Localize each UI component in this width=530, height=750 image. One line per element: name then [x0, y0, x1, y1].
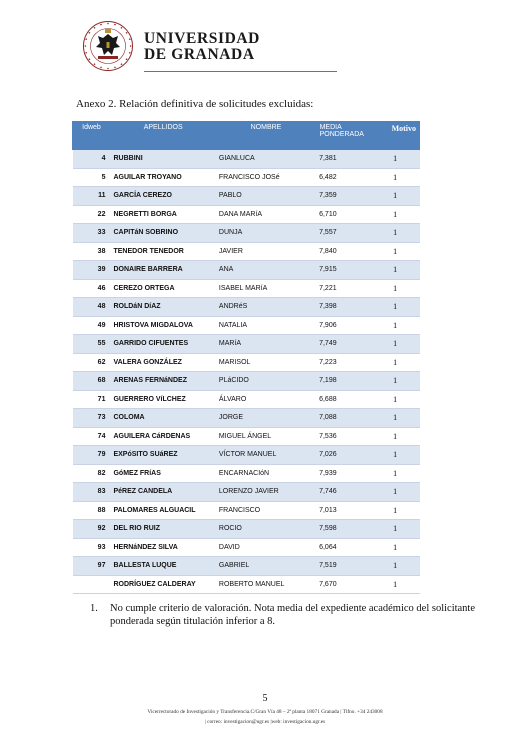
cell-media-ponderada: 7,598 [316, 520, 388, 539]
table-row [73, 427, 420, 446]
cell-idweb: 73 [73, 409, 111, 428]
cell-apellidos: CEREZO ORTEGA [110, 279, 215, 298]
cell-apellidos: BALLESTA LUQUE [110, 557, 215, 576]
cell-idweb: 83 [73, 483, 111, 502]
cell-apellidos: AGUILERA CáRDENAS [110, 427, 215, 446]
footer-line1: Vicerrectorado de Investigación y Transferencia.C/Gran Vía 48 – 2ª planta 18071 Granada | Tlfno. +34 243008 [147, 709, 383, 715]
cell-idweb: 39 [73, 261, 111, 280]
logo-underline [144, 71, 337, 72]
cell-nombre: ROBERTO MANUEL [216, 575, 316, 594]
cell-apellidos: CAPITáN SOBRINO [110, 224, 215, 243]
cell-apellidos: PéREZ CANDELA [110, 483, 215, 502]
cell-apellidos: AGUILAR TROYANO [110, 168, 215, 187]
cell-motivo: 1 [388, 427, 419, 446]
table-row [73, 168, 420, 187]
table-row [73, 390, 420, 409]
cell-nombre: LORENZO JAVIER [216, 483, 316, 502]
cell-nombre: ANDRéS [216, 298, 316, 317]
cell-nombre: ROCIO [216, 520, 316, 539]
cell-motivo: 1 [388, 372, 419, 391]
cell-motivo: 1 [388, 483, 419, 502]
table-row [73, 557, 420, 576]
cell-media-ponderada: 6,482 [316, 168, 388, 187]
cell-apellidos: DONAIRE BARRERA [110, 261, 215, 280]
cell-apellidos: TENEDOR TENEDOR [110, 242, 215, 261]
cell-nombre: JORGE [216, 409, 316, 428]
cell-apellidos: RUBBINI [110, 150, 215, 169]
cell-motivo: 1 [388, 224, 419, 243]
table-row [73, 187, 420, 206]
cell-apellidos: COLOMA [110, 409, 215, 428]
cell-media-ponderada: 7,906 [316, 316, 388, 335]
cell-motivo: 1 [388, 187, 419, 206]
cell-motivo: 1 [388, 205, 419, 224]
cell-nombre: ANA [216, 261, 316, 280]
cell-motivo: 1 [388, 150, 419, 169]
cell-motivo: 1 [388, 316, 419, 335]
cell-apellidos: EXPóSITO SUáREZ [110, 446, 215, 465]
cell-apellidos: DEL RIO RUIZ [110, 520, 215, 539]
cell-nombre: GIANLUCA [216, 150, 316, 169]
excluded-applications-table [72, 121, 420, 594]
cell-media-ponderada: 6,710 [316, 205, 388, 224]
cell-idweb: 46 [73, 279, 111, 298]
footer-line2: | correo: investigacion@ugr.es |web: investigacion.ugr.es [204, 719, 326, 725]
annex-heading: Anexo 2. Relación definitiva de solicitudes excluidas: [76, 98, 314, 110]
cell-media-ponderada: 7,398 [316, 298, 388, 317]
cell-media-ponderada: 6,688 [316, 390, 388, 409]
cell-idweb: 62 [73, 353, 111, 372]
page-footer [0, 707, 530, 727]
cell-idweb: 11 [73, 187, 111, 206]
cell-idweb: 82 [73, 464, 111, 483]
table-row [73, 372, 420, 391]
cell-media-ponderada: 7,221 [316, 279, 388, 298]
cell-motivo: 1 [388, 242, 419, 261]
cell-idweb: 4 [73, 150, 111, 169]
cell-media-ponderada: 7,670 [316, 575, 388, 594]
table-row [73, 353, 420, 372]
cell-motivo: 1 [388, 446, 419, 465]
footnote-text: No cumple criterio de valoración. Nota media del expediente académico del solicitante ponderada según titulación inferior a 8. [110, 603, 476, 627]
table-row [73, 150, 420, 169]
university-name [144, 31, 260, 63]
cell-apellidos: NEGRETTI BORGA [110, 205, 215, 224]
cell-apellidos: GóMEZ FRíAS [110, 464, 215, 483]
university-seal-icon [82, 20, 134, 72]
table-row [73, 409, 420, 428]
cell-nombre: FRANCISCO JOSé [216, 168, 316, 187]
table-row [73, 538, 420, 557]
cell-nombre: DANA MARíA [216, 205, 316, 224]
cell-idweb: 55 [73, 335, 111, 354]
cell-idweb: 71 [73, 390, 111, 409]
cell-media-ponderada: 7,840 [316, 242, 388, 261]
cell-idweb: 38 [73, 242, 111, 261]
cell-apellidos: GUERRERO VíLCHEZ [110, 390, 215, 409]
header-motivo: Motivo [388, 122, 419, 150]
cell-media-ponderada: 7,088 [316, 409, 388, 428]
cell-nombre: MARíA [216, 335, 316, 354]
table-row [73, 261, 420, 280]
university-logo [82, 20, 260, 76]
cell-motivo: 1 [388, 279, 419, 298]
header-apellidos: APELLIDOS [110, 122, 215, 150]
table-row [73, 520, 420, 539]
cell-media-ponderada: 7,198 [316, 372, 388, 391]
cell-media-ponderada: 7,381 [316, 150, 388, 169]
cell-nombre: VÍCTOR MANUEL [216, 446, 316, 465]
university-name-line2: DE GRANADA [144, 46, 255, 63]
cell-apellidos: ROLDáN DíAZ [110, 298, 215, 317]
header-nombre: NOMBRE [216, 122, 316, 150]
cell-media-ponderada: 7,026 [316, 446, 388, 465]
cell-apellidos: PALOMARES ALGUACIL [110, 501, 215, 520]
footnote-number: 1. [90, 603, 98, 614]
cell-apellidos: VALERA GONZÁLEZ [110, 353, 215, 372]
cell-idweb: 74 [73, 427, 111, 446]
cell-media-ponderada: 7,013 [316, 501, 388, 520]
cell-motivo: 1 [388, 335, 419, 354]
cell-motivo: 1 [388, 409, 419, 428]
cell-nombre: ÁLVARO [216, 390, 316, 409]
table-row [73, 483, 420, 502]
table-body [73, 150, 420, 594]
cell-idweb: 48 [73, 298, 111, 317]
cell-nombre: MARISOL [216, 353, 316, 372]
cell-idweb: 5 [73, 168, 111, 187]
cell-nombre: MIGUEL ÁNGEL [216, 427, 316, 446]
cell-apellidos: ARENAS FERNáNDEZ [110, 372, 215, 391]
cell-media-ponderada: 7,536 [316, 427, 388, 446]
cell-motivo: 1 [388, 557, 419, 576]
table-row [73, 446, 420, 465]
table-row [73, 575, 420, 594]
cell-idweb: 49 [73, 316, 111, 335]
cell-motivo: 1 [388, 520, 419, 539]
cell-idweb: 97 [73, 557, 111, 576]
cell-media-ponderada: 7,746 [316, 483, 388, 502]
table-row [73, 501, 420, 520]
cell-idweb: 33 [73, 224, 111, 243]
cell-idweb: 79 [73, 446, 111, 465]
cell-media-ponderada: 6,064 [316, 538, 388, 557]
cell-motivo: 1 [388, 464, 419, 483]
cell-idweb: 22 [73, 205, 111, 224]
cell-nombre: GABRIEL [216, 557, 316, 576]
cell-motivo: 1 [388, 298, 419, 317]
header-idweb: Idweb [73, 122, 111, 150]
page-number: 5 [262, 693, 268, 704]
cell-apellidos: GARRIDO CIFUENTES [110, 335, 215, 354]
cell-motivo: 1 [388, 390, 419, 409]
cell-idweb [73, 575, 111, 594]
cell-media-ponderada: 7,915 [316, 261, 388, 280]
cell-media-ponderada: 7,557 [316, 224, 388, 243]
cell-nombre: FRANCISCO [216, 501, 316, 520]
cell-media-ponderada: 7,519 [316, 557, 388, 576]
cell-idweb: 93 [73, 538, 111, 557]
cell-apellidos: GARCÍA CEREZO [110, 187, 215, 206]
table-header-row [73, 122, 420, 150]
cell-motivo: 1 [388, 168, 419, 187]
cell-idweb: 92 [73, 520, 111, 539]
cell-nombre: PABLO [216, 187, 316, 206]
cell-nombre: JAVIER [216, 242, 316, 261]
cell-motivo: 1 [388, 575, 419, 594]
cell-media-ponderada: 7,749 [316, 335, 388, 354]
header-media-ponderada: MEDIA PONDERADA [316, 122, 388, 150]
cell-media-ponderada: 7,223 [316, 353, 388, 372]
cell-motivo: 1 [388, 538, 419, 557]
cell-motivo: 1 [388, 353, 419, 372]
cell-apellidos: HRISTOVA MIGDALOVA [110, 316, 215, 335]
table-row [73, 464, 420, 483]
table-row [73, 298, 420, 317]
cell-nombre: ENCARNACIóN [216, 464, 316, 483]
cell-idweb: 88 [73, 501, 111, 520]
cell-nombre: DAVID [216, 538, 316, 557]
cell-nombre: ISABEL MARíA [216, 279, 316, 298]
table-row [73, 316, 420, 335]
cell-media-ponderada: 7,359 [316, 187, 388, 206]
cell-apellidos: HERNáNDEZ SILVA [110, 538, 215, 557]
cell-nombre: PLáCIDO [216, 372, 316, 391]
cell-media-ponderada: 7,939 [316, 464, 388, 483]
table-row [73, 205, 420, 224]
university-name-line1: UNIVERSIDAD [144, 30, 260, 47]
cell-nombre: DUNJA [216, 224, 316, 243]
cell-nombre: NATALIA [216, 316, 316, 335]
cell-motivo: 1 [388, 261, 419, 280]
cell-idweb: 68 [73, 372, 111, 391]
table-row [73, 242, 420, 261]
cell-motivo: 1 [388, 501, 419, 520]
table-row [73, 224, 420, 243]
table-row [73, 279, 420, 298]
table-row [73, 335, 420, 354]
cell-apellidos: RODRÍGUEZ CALDERAY [110, 575, 215, 594]
